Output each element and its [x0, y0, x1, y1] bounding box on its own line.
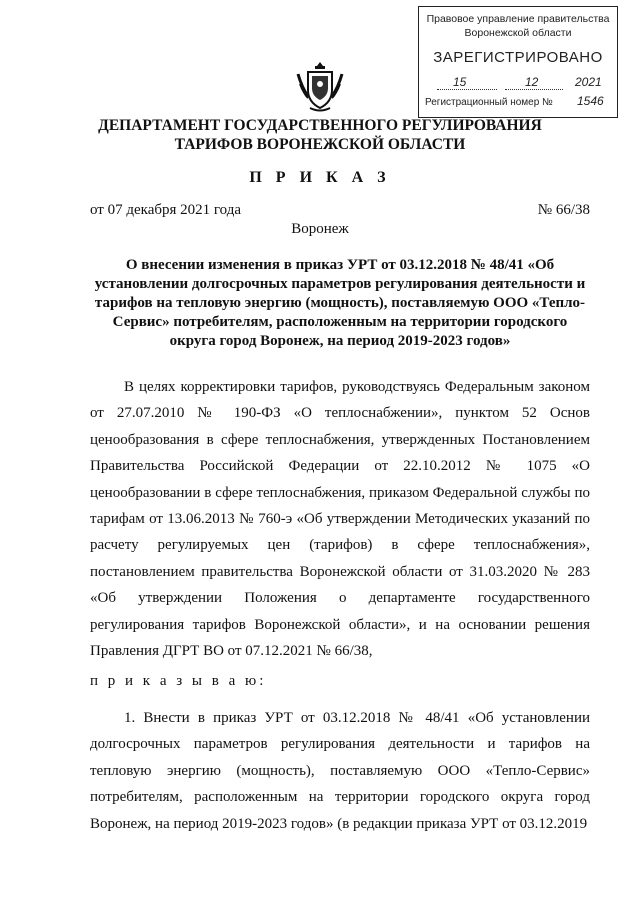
stamp-registered: ЗАРЕГИСТРИРОВАНО — [433, 49, 603, 66]
order-date: от 07 декабря 2021 года — [90, 202, 242, 218]
stamp-month: 12 — [525, 75, 539, 89]
order-number: № 66/38 — [537, 202, 590, 218]
preamble-paragraph: В целях корректировки тарифов, руководствуясь Федеральным законом от 27.07.2010 № 190-ФЗ «О теплоснабжении», пунктом 52 Основ ценообразования в сфере теплоснабжения, утвержденных Постановлением Правительства Российской Федерации от 22.10.2012 № 1075 «О ценообразовании в сфере теплоснабжения, приказом Федеральной службы по тарифам от 13.06.2013 № 760-э «Об утверждении Методических указаний по расчету регулируемых цен (тарифов) в сфере теплоснабжения», постановлением правительства Воронежской области от 31.03.2020 № 283 «Об утверждении Положения о департаменте государственного регулирования тарифов Воронежской области», и на основании решения Правления ДГРТ ВО от 07.12.2021 № 66/38, — [90, 379, 590, 660]
order-subject: О внесении изменения в приказ УРТ от 03.12.2018 № 48/41 «Об установлении долгосрочных параметров регулирования деятельности и тарифов на тепловую энергию (мощность), поставляемую ООО «Тепло-Сервис» потребителям, расположенным на территории городского округа город Воронеж, на период 2019-2023 годов» — [94, 257, 586, 349]
stamp-reg-number: 1546 — [577, 94, 604, 108]
stamp-day-line — [437, 89, 497, 90]
stamp-org-line2: Воронежской области — [464, 27, 572, 39]
stamp-day: 15 — [453, 75, 467, 89]
registration-stamp — [418, 6, 618, 118]
order-word: п р и к а з ы в а ю: — [90, 673, 267, 689]
department-title-line1: ДЕПАРТАМЕНТ ГОСУДАРСТВЕННОГО РЕГУЛИРОВАНИЯ — [98, 117, 542, 134]
stamp-date — [433, 75, 613, 91]
order-city: Воронеж — [291, 221, 349, 237]
stamp-reg-number-row — [425, 94, 615, 108]
stamp-org-line1: Правовое управление правительства — [426, 13, 610, 25]
department-title-line2: ТАРИФОВ ВОРОНЕЖСКОЙ ОБЛАСТИ — [174, 136, 466, 153]
stamp-reg-label: Регистрационный номер № — [425, 97, 553, 108]
stamp-year: 2021 — [575, 75, 602, 89]
coat-of-arms-icon — [296, 58, 344, 114]
stamp-month-line — [505, 89, 563, 90]
item-1-paragraph: 1. Внести в приказ УРТ от 03.12.2018 № 48/41 «Об установлении долгосрочных параметров регулирования деятельности и тарифов на тепловую энергию (мощность), поставляемую ООО «Тепло-Сервис» потребителям, расположенным на территории городского округа город Воронеж, на период 2019-2023 годов» (в редакции приказа УРТ от 03.12.2019 — [90, 710, 590, 832]
document-type: П Р И К А З — [249, 169, 391, 186]
